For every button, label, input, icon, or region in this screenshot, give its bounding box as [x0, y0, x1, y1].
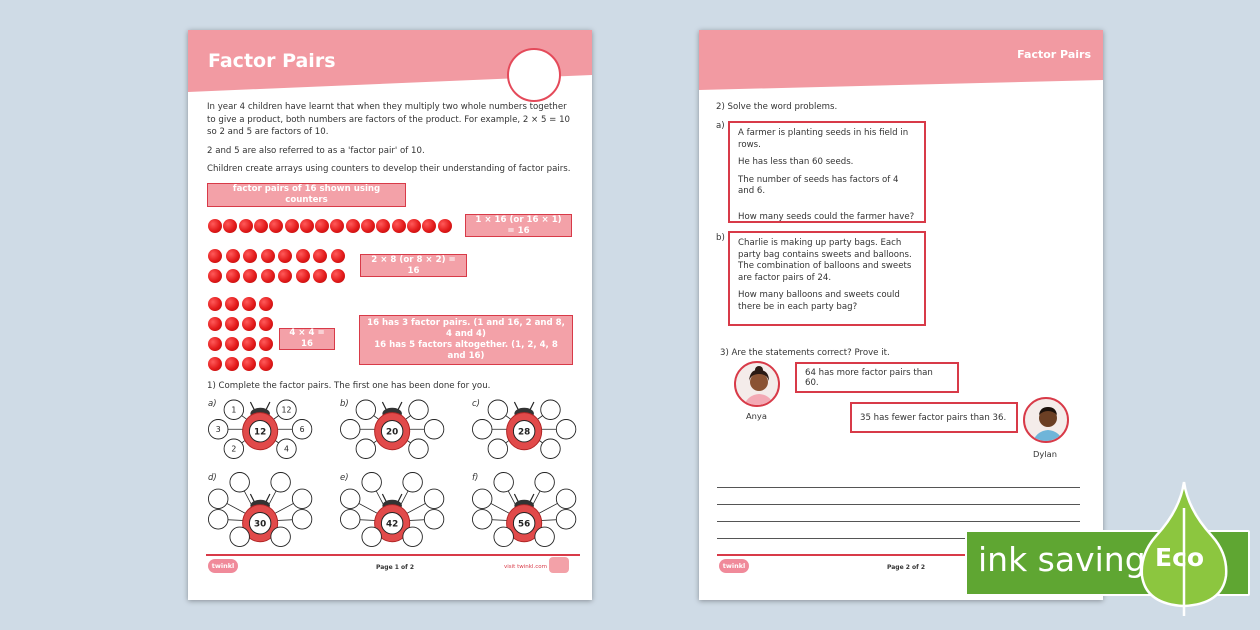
ladybird-diagram: [470, 400, 590, 478]
footer-logo-icon: [549, 557, 569, 573]
counter: [376, 219, 390, 233]
array-label-1x16: 1 × 16 (or 16 × 1) = 16: [465, 214, 572, 237]
counter: [296, 269, 310, 283]
summary-line: 16 has 5 factors altogether. (1, 2, 4, 8 and 16): [374, 340, 558, 361]
counter: [208, 337, 222, 351]
counter: [331, 269, 345, 283]
question-2: 2) Solve the word problems.: [716, 102, 838, 112]
word-problem-a: [728, 121, 926, 223]
ladybird-label: b): [340, 399, 349, 409]
logo-circle: [507, 48, 561, 102]
word-problem-b: [728, 231, 926, 326]
problem-a-label: a): [716, 121, 725, 131]
counter: [285, 219, 299, 233]
svg-text:2: 2: [231, 444, 237, 454]
counter: [278, 269, 292, 283]
page-title: Factor Pairs: [1017, 48, 1091, 61]
page-number: Page 2 of 2: [887, 564, 925, 571]
dylan-avatar: [1023, 397, 1069, 443]
counter: [361, 219, 375, 233]
intro-paragraph: Children create arrays using counters to develop their understanding of factor pairs.: [207, 164, 571, 174]
problem-line: A farmer is planting seeds in his field in rows.: [738, 128, 909, 150]
svg-text:4: 4: [283, 444, 289, 454]
problem-b-label: b): [716, 233, 725, 243]
counter: [208, 249, 222, 263]
problem-line: He has less than 60 seeds.: [738, 157, 854, 167]
twinkl-logo: twinkl: [719, 559, 749, 573]
counter: [254, 219, 268, 233]
counter: [226, 249, 240, 263]
counter: [330, 219, 344, 233]
svg-text:42: 42: [386, 519, 399, 530]
counter: [261, 269, 275, 283]
counter: [259, 357, 273, 371]
worksheet-page-1: [188, 30, 592, 600]
counter: [242, 357, 256, 371]
counter: [407, 219, 421, 233]
dylan-name: Dylan: [1033, 449, 1057, 459]
counter: [225, 317, 239, 331]
ladybird-diagram: [338, 400, 458, 478]
counter: [392, 219, 406, 233]
counter: [239, 219, 253, 233]
ladybird-diagram: [470, 492, 590, 570]
ladybird-diagram: [206, 400, 326, 478]
svg-text:6: 6: [299, 425, 305, 435]
problem-line: Charlie is making up party bags. Each party bag contains sweets and balloons. The combination of balloons and sweets are factor pairs of 24.: [738, 238, 912, 283]
counter: [313, 249, 327, 263]
counter: [208, 219, 222, 233]
eco-text: Eco: [1155, 543, 1205, 572]
page-number: Page 1 of 2: [376, 564, 414, 571]
ladybird-diagram: [338, 492, 458, 570]
summary-line: 16 has 3 factor pairs. (1 and 16, 2 and 8, 4 and 4): [367, 318, 565, 339]
counter: [225, 297, 239, 311]
svg-text:20: 20: [386, 427, 399, 438]
page-header: [699, 30, 1103, 92]
counter: [208, 317, 222, 331]
svg-text:28: 28: [518, 427, 531, 438]
ladybird-label: a): [208, 399, 217, 409]
counter: [300, 219, 314, 233]
counter: [346, 219, 360, 233]
array-label-2x8: 2 × 8 (or 8 × 2) = 16: [360, 254, 467, 277]
counter: [208, 357, 222, 371]
counter: [438, 219, 452, 233]
counter: [226, 269, 240, 283]
svg-text:56: 56: [518, 519, 531, 530]
svg-text:1: 1: [231, 405, 237, 415]
counter: [208, 269, 222, 283]
counter: [269, 219, 283, 233]
counter: [331, 249, 345, 263]
svg-text:30: 30: [254, 519, 267, 530]
anya-avatar: [734, 361, 780, 407]
counter: [259, 337, 273, 351]
svg-text:12: 12: [281, 405, 292, 415]
counter: [313, 269, 327, 283]
counter: [278, 249, 292, 263]
dylan-speech-bubble: 35 has fewer factor pairs than 36.: [850, 402, 1018, 433]
factor-summary-box: [359, 315, 573, 365]
counter: [259, 297, 273, 311]
counter: [243, 269, 257, 283]
page-title: Factor Pairs: [208, 50, 336, 72]
answer-line: [717, 504, 1080, 505]
answer-line: [717, 487, 1080, 488]
intro-text: [207, 101, 573, 182]
question-3: 3) Are the statements correct? Prove it.: [720, 348, 890, 358]
counter: [242, 317, 256, 331]
footer-line: [206, 554, 580, 556]
array-label-4x4: 4 × 4 = 16: [279, 328, 335, 350]
counter: [296, 249, 310, 263]
counter: [243, 249, 257, 263]
ink-saving-text: ink saving: [978, 540, 1146, 579]
problem-line: How many seeds could the farmer have?: [738, 211, 915, 222]
counter: [261, 249, 275, 263]
counter: [225, 357, 239, 371]
counter: [208, 297, 222, 311]
counter: [225, 337, 239, 351]
counter: [315, 219, 329, 233]
ladybird-label: d): [208, 473, 217, 483]
visit-link: visit twinkl.com: [504, 564, 547, 570]
intro-paragraph: In year 4 children have learnt that when they multiply two whole numbers together to give a product, both numbers are factors of the product. For example, 2 × 5 = 10 so 2 and 5 are factors of 10.: [207, 102, 571, 137]
ladybird-label: f): [472, 473, 479, 483]
question-1: 1) Complete the factor pairs. The first one has been done for you.: [207, 381, 491, 391]
worksheet-page-2: [699, 30, 1103, 600]
svg-text:12: 12: [254, 427, 267, 438]
counters-heading: factor pairs of 16 shown using counters: [207, 183, 406, 207]
counter: [242, 297, 256, 311]
anya-speech-bubble: 64 has more factor pairs than 60.: [795, 362, 959, 393]
ladybird-label: c): [472, 399, 480, 409]
intro-paragraph: 2 and 5 are also referred to as a 'factor pair' of 10.: [207, 145, 425, 156]
ladybird-label: e): [340, 473, 349, 483]
counter: [422, 219, 436, 233]
counter: [259, 317, 273, 331]
svg-text:3: 3: [215, 425, 221, 435]
anya-name: Anya: [746, 411, 767, 421]
problem-line: The number of seeds has factors of 4 and 6.: [738, 174, 899, 196]
counter: [242, 337, 256, 351]
answer-line: [717, 521, 1080, 522]
counter: [223, 219, 237, 233]
twinkl-logo: twinkl: [208, 559, 238, 573]
problem-line: How many balloons and sweets could there be in each party bag?: [738, 290, 900, 312]
